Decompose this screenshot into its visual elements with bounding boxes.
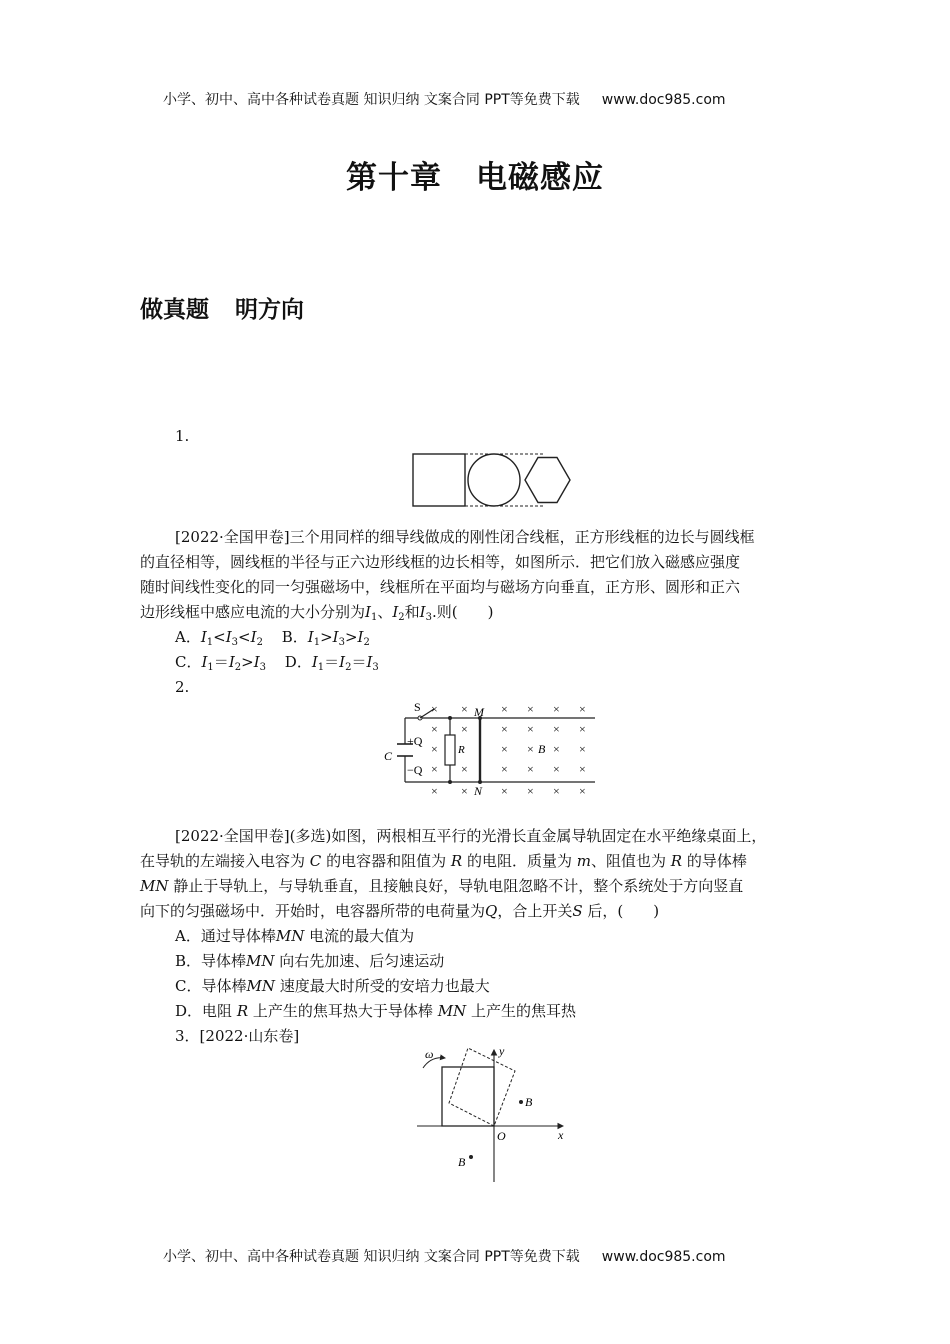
opt-a-label: A．: [175, 628, 201, 646]
sub: 3: [231, 637, 239, 648]
q2-line4: [140, 899, 659, 923]
field-cross: ×: [501, 742, 508, 756]
and-word: 和: [404, 603, 420, 621]
v: MN: [140, 877, 169, 895]
var-i: I: [225, 628, 232, 646]
sub: 3: [372, 662, 379, 673]
sub: 3: [338, 637, 345, 648]
q1-options-cd: [175, 650, 379, 680]
var-i: I: [366, 653, 373, 671]
v: MN: [246, 977, 275, 995]
t: C．导体棒: [175, 977, 247, 995]
t: B．导体棒: [175, 952, 247, 970]
sub: 1: [207, 662, 214, 673]
field-cross: ×: [527, 784, 534, 798]
field-cross: ×: [501, 784, 508, 798]
label-r: R: [458, 744, 465, 756]
q2-option-a: [175, 924, 414, 948]
chapter-name: 电磁感应: [476, 160, 604, 196]
footer-site: www.doc985.com: [601, 1249, 726, 1265]
label-y: y: [499, 1046, 505, 1058]
section-part2: 明方向: [235, 296, 304, 323]
var-i: I: [200, 628, 207, 646]
label-b: B: [538, 742, 546, 756]
field-cross: ×: [431, 784, 438, 798]
eq: ＝: [351, 653, 367, 671]
var-i: I: [392, 603, 399, 621]
field-cross: ×: [501, 702, 508, 716]
resistor: [445, 735, 455, 765]
field-cross: ×: [461, 702, 468, 716]
header-site: www.doc985.com: [601, 92, 726, 108]
var-i: I: [201, 653, 208, 671]
q3-figure: [415, 1046, 575, 1184]
v: R: [450, 852, 463, 870]
page-footer: [163, 1246, 726, 1266]
v: R: [236, 1002, 249, 1020]
field-cross: ×: [431, 702, 438, 716]
label-omega: ω: [425, 1047, 434, 1061]
q2-option-b: [175, 949, 444, 973]
field-cross: ×: [553, 742, 560, 756]
t: 向右先加速、后匀速运动: [279, 952, 445, 970]
square-frame: [413, 454, 465, 506]
field-cross: ×: [501, 722, 508, 736]
label-m: M: [474, 705, 484, 719]
var-i: I: [365, 603, 371, 621]
sub: 1: [370, 612, 378, 623]
q2-line3: [140, 874, 743, 898]
chapter-number: 第十章: [346, 160, 442, 196]
q2-option-c: [175, 974, 490, 998]
opt-d-label: D．: [284, 653, 312, 671]
field-cross: ×: [579, 722, 586, 736]
opt-c-label: C．: [175, 653, 202, 671]
q1-source: [2022·全国甲卷]: [175, 528, 290, 546]
q2-number: 2.: [175, 678, 190, 696]
field-cross: ×: [553, 702, 560, 716]
sub: 2: [234, 662, 242, 673]
var-i: I: [419, 603, 426, 621]
label-plus-q: +Q: [407, 734, 423, 748]
field-cross: ×: [431, 742, 438, 756]
q3-number: 3．: [175, 1027, 200, 1045]
field-cross: ×: [461, 784, 468, 798]
hexagon-frame: [525, 458, 570, 503]
gt: >: [241, 653, 254, 671]
t: 后，( ): [587, 902, 660, 920]
sub: 1: [317, 662, 325, 673]
t: D．电阻: [175, 1002, 233, 1020]
var-i: I: [250, 628, 257, 646]
v: C: [309, 852, 322, 870]
header-text: 小学、初中、高中各种试卷真题 知识归纳 文案合同 PPT等免费下载: [163, 92, 580, 108]
sub: 2: [345, 662, 352, 673]
sub: 2: [256, 637, 263, 648]
sub: 3: [259, 662, 267, 673]
gt: >: [344, 628, 358, 646]
sep: 、: [377, 603, 393, 621]
sub: 2: [398, 612, 405, 623]
lt: <: [238, 628, 251, 646]
label-n: N: [474, 784, 483, 798]
t: A．通过导体棒: [175, 927, 276, 945]
v: Q: [485, 902, 498, 920]
sub: 1: [313, 637, 321, 648]
point-b2: [469, 1155, 473, 1159]
label-s: S: [414, 700, 421, 714]
footer-text: 小学、初中、高中各种试卷真题 知识归纳 文案合同 PPT等免费下载: [163, 1249, 580, 1265]
var-i: I: [307, 628, 314, 646]
chapter-title: [0, 152, 950, 197]
rotated-dashed-frame: [449, 1048, 515, 1126]
label-x: x: [558, 1128, 564, 1142]
q1-line2: 的直径相等，圆线框的半径与正六边形线框的边长相等，如图所示．把它们放入磁感应强度: [140, 553, 741, 571]
label-minus-q: −Q: [407, 763, 423, 777]
field-cross: ×: [579, 762, 586, 776]
var-i: I: [332, 628, 339, 646]
field-cross: ×: [579, 702, 586, 716]
v: R: [670, 852, 683, 870]
v: MN: [275, 927, 305, 945]
q1-l4-suffix: .则( ): [431, 603, 494, 621]
eq: ＝: [213, 653, 229, 671]
var-i: I: [228, 653, 235, 671]
section-title: [140, 291, 304, 324]
q2-line2: [140, 849, 747, 873]
sub: 3: [425, 612, 432, 623]
field-cross: ×: [501, 762, 508, 776]
q1-line3: 随时间线性变化的同一匀强磁场中，线框所在平面均与磁场方向垂直，正方形、圆形和正六: [140, 578, 741, 596]
eq: ＝: [324, 653, 340, 671]
t: 在导轨的左端接入电容为: [140, 852, 306, 870]
q1-line1: [175, 525, 755, 549]
q1-text-1: 三个用同样的细导线做成的刚性闭合线框，正方形线框的边长与圆线框: [289, 528, 755, 546]
field-cross: ×: [527, 722, 534, 736]
v: m: [576, 852, 591, 870]
field-cross: ×: [553, 762, 560, 776]
section-part1: 做真题: [140, 296, 209, 323]
page-header: [163, 89, 726, 109]
field-cross: ×: [461, 722, 468, 736]
label-c: C: [384, 749, 393, 763]
q2-circuit-figure: [380, 697, 602, 801]
square-frame: [442, 1067, 494, 1126]
q2-source: [2022·全国甲卷]: [175, 827, 290, 845]
field-cross: ×: [461, 762, 468, 776]
field-cross: ×: [579, 742, 586, 756]
t: 、阻值也为: [590, 852, 666, 870]
q3-source: [2022·山东卷]: [199, 1027, 300, 1045]
t: 上产生的焦耳热大于导体棒: [252, 1002, 433, 1020]
t: 速度最大时所受的安培力也最大: [279, 977, 490, 995]
opt-b-label: B．: [281, 628, 308, 646]
q1-figure: [410, 451, 574, 509]
q3-heading: [175, 1024, 299, 1048]
t: 静止于导轨上，与导轨垂直，且接触良好，导轨电阻忽略不计，整个系统处于方向竖直: [173, 877, 744, 895]
point-b1: [519, 1100, 523, 1104]
q2-text-1: (多选)如图，两根相互平行的光滑长直金属导轨固定在水平绝缘桌面上，: [289, 827, 767, 845]
t: ，合上开关: [497, 902, 573, 920]
t: 向下的匀强磁场中．开始时，电容器所带的电荷量为: [140, 902, 486, 920]
q1-number: 1.: [175, 427, 190, 445]
t: 上产生的焦耳热: [470, 1002, 576, 1020]
t: 电流的最大值为: [309, 927, 415, 945]
var-i: I: [253, 653, 260, 671]
sub: 2: [363, 637, 370, 648]
q2-option-d: [175, 999, 576, 1023]
label-o: O: [497, 1129, 506, 1143]
q1-l4-text: 边形线框中感应电流的大小分别为: [140, 603, 366, 621]
v: S: [572, 902, 583, 920]
field-cross: ×: [527, 762, 534, 776]
field-cross: ×: [431, 722, 438, 736]
field-cross: ×: [527, 702, 534, 716]
v: MN: [246, 952, 275, 970]
field-cross: ×: [527, 742, 534, 756]
q2-line1: [175, 824, 766, 848]
var-i: I: [311, 653, 318, 671]
t: 的导体棒: [686, 852, 747, 870]
var-i: I: [339, 653, 346, 671]
v: MN: [437, 1002, 467, 1020]
field-cross: ×: [553, 784, 560, 798]
lt: <: [213, 628, 226, 646]
circle-frame: [468, 454, 520, 506]
t: 的电容器和阻值为: [326, 852, 447, 870]
label-b2: B: [458, 1155, 466, 1169]
field-cross: ×: [553, 722, 560, 736]
label-b1: B: [525, 1095, 533, 1109]
gt: >: [320, 628, 333, 646]
field-cross: ×: [431, 762, 438, 776]
sub: 1: [206, 637, 214, 648]
field-cross: ×: [579, 784, 586, 798]
var-i: I: [357, 628, 364, 646]
t: 的电阻．质量为: [466, 852, 572, 870]
